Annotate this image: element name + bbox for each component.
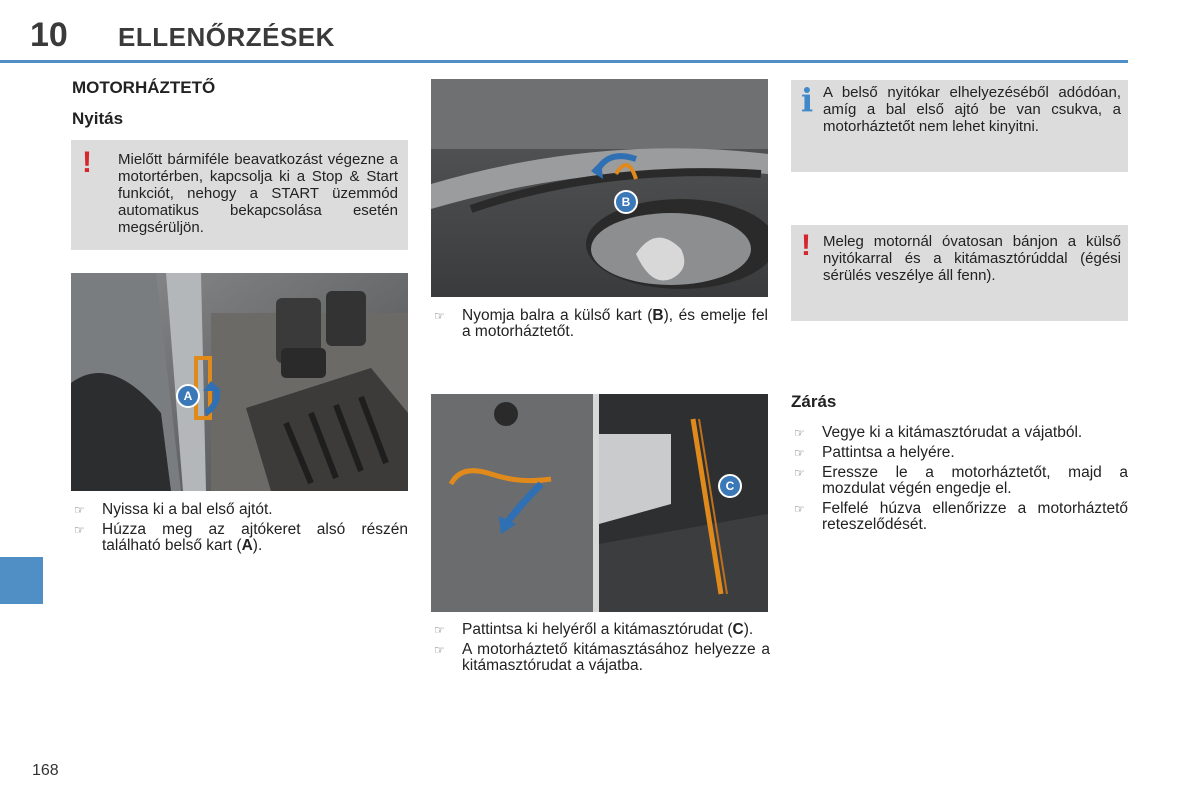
list-item: ☞ Pattintsa ki helyéről a kitámasztórudat (C). <box>434 621 754 638</box>
hand-pointer-icon: ☞ <box>434 309 445 323</box>
chapter-title: ELLENŐRZÉSEK <box>118 22 335 52</box>
list-item: ☞ A motorháztető kitámasztásához helyezze a kitámasztórudat a vájatba. <box>434 641 770 674</box>
list-item: ☞ Nyomja balra a külső kart (B), és emelje fel a motorháztetőt. <box>434 307 769 340</box>
subsection-title: Nyitás <box>72 109 124 128</box>
info-text: A belső nyitókar elhelyezéséből adódóan, amíg a bal első ajtó be van csukva, a motorháztetőt nem lehet kinyitni. <box>823 84 1121 135</box>
hand-pointer-icon: ☞ <box>434 643 445 657</box>
callout-a: A <box>176 384 200 408</box>
closing-title: Zárás <box>791 392 837 411</box>
photo-interior-lever <box>71 273 408 491</box>
photo-external-lever <box>431 79 768 297</box>
info-icon: i <box>801 81 814 119</box>
photo-prop-rod <box>431 394 768 612</box>
hand-pointer-icon: ☞ <box>74 523 85 537</box>
callout-c: C <box>718 474 742 498</box>
exclamation-icon: ! <box>82 146 92 179</box>
exclamation-icon: ! <box>801 229 811 262</box>
header-rule <box>0 60 1128 63</box>
list-item: ☞ Felfelé húzva ellenőrizze a motorháztető reteszelődését. <box>794 500 1128 533</box>
list-item: ☞ Nyissa ki a bal első ajtót. <box>74 501 273 518</box>
list-item: ☞ Húzza meg az ajtókeret alsó részén található belső kart (A). <box>74 521 408 554</box>
hand-pointer-icon: ☞ <box>794 426 805 440</box>
hand-pointer-icon: ☞ <box>794 446 805 460</box>
steps-bottom-middle <box>432 622 770 678</box>
step-top-middle <box>432 308 768 344</box>
chapter-side-tab <box>0 557 43 604</box>
hand-pointer-icon: ☞ <box>794 502 805 516</box>
callout-b: B <box>614 190 638 214</box>
list-item: ☞ Vegye ki a kitámasztórudat a vájatból. <box>794 424 1083 441</box>
warning-note-left <box>71 140 408 250</box>
warning-note-right <box>791 225 1128 321</box>
steps-left <box>72 502 408 558</box>
warning-text: Meleg motornál óvatosan bánjon a külső nyitókarral és a kitámasztórúddal (égési sérülés veszélye áll fenn). <box>823 233 1121 284</box>
hand-pointer-icon: ☞ <box>74 503 85 517</box>
list-item: ☞ Eressze le a motorháztetőt, majd a mozdulat végén engedje el. <box>794 464 1128 497</box>
list-item: ☞ Pattintsa a helyére. <box>794 444 955 461</box>
warning-text: Mielőtt bármiféle beavatkozást végezne a motortérben, kapcsolja ki a Stop & Start funkciót, nehogy a START üzemmód automatikus bekapcsolása esetén megsérüljön. <box>118 151 398 236</box>
chapter-number: 10 <box>30 16 68 54</box>
page-number: 168 <box>32 762 59 779</box>
info-note <box>791 80 1128 172</box>
section-title: MOTORHÁZTETŐ <box>72 78 216 97</box>
closing-steps <box>792 425 1128 537</box>
hand-pointer-icon: ☞ <box>434 623 445 637</box>
hand-pointer-icon: ☞ <box>794 466 805 480</box>
